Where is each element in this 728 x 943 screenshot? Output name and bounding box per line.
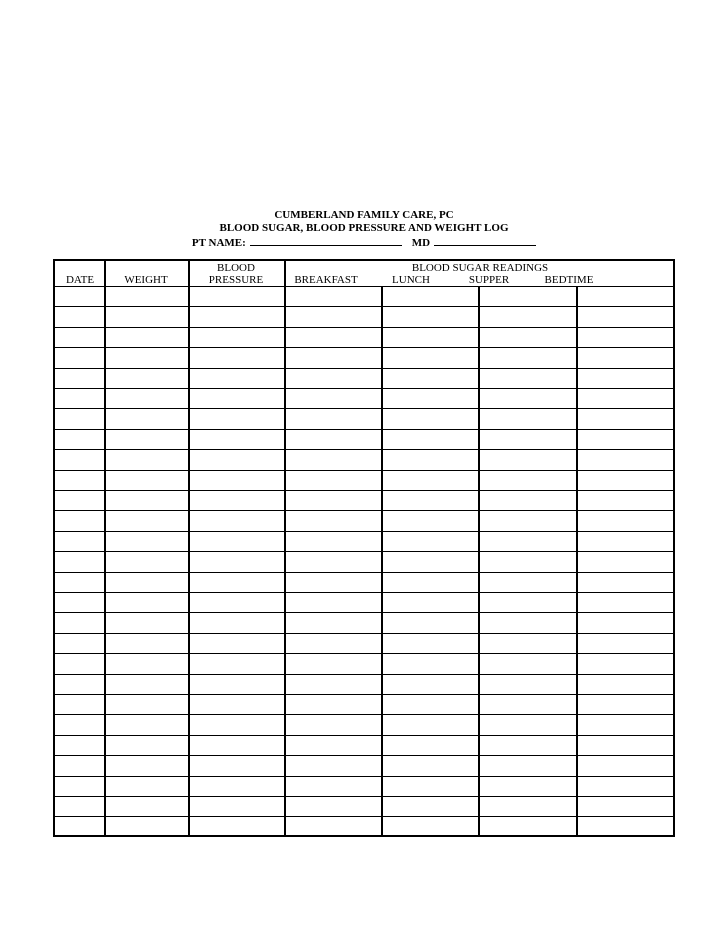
table-cell[interactable] xyxy=(106,675,187,693)
table-cell[interactable] xyxy=(286,593,380,611)
table-cell[interactable] xyxy=(578,613,672,631)
table-cell[interactable] xyxy=(57,307,103,325)
table-cell[interactable] xyxy=(480,491,575,509)
table-cell[interactable] xyxy=(383,675,477,693)
table-cell[interactable] xyxy=(578,552,672,570)
table-cell[interactable] xyxy=(578,307,672,325)
table-cell[interactable] xyxy=(106,797,187,815)
clinic-name: CUMBERLAND FAMILY CARE, PC xyxy=(274,209,454,221)
table-cell[interactable] xyxy=(578,777,672,795)
table-cell[interactable] xyxy=(286,287,380,305)
column-header-bp-line1: BLOOD xyxy=(217,262,255,274)
table-cell[interactable] xyxy=(286,307,380,325)
table-cell[interactable] xyxy=(190,409,283,427)
table-cell[interactable] xyxy=(190,634,283,652)
table-cell[interactable] xyxy=(480,409,575,427)
table-cell[interactable] xyxy=(286,736,380,754)
table-cell[interactable] xyxy=(383,797,477,815)
table-cell[interactable] xyxy=(480,348,575,366)
table-cell[interactable] xyxy=(383,389,477,407)
patient-name-field[interactable] xyxy=(250,235,402,246)
table-cell[interactable] xyxy=(480,593,575,611)
table-cell[interactable] xyxy=(190,328,283,346)
table-cell[interactable] xyxy=(57,736,103,754)
table-cell[interactable] xyxy=(480,797,575,815)
table-cell[interactable] xyxy=(578,654,672,672)
table-cell[interactable] xyxy=(480,328,575,346)
table-cell[interactable] xyxy=(480,287,575,305)
table-cell[interactable] xyxy=(578,593,672,611)
table-cell[interactable] xyxy=(383,634,477,652)
table-cell[interactable] xyxy=(106,348,187,366)
table-cell[interactable] xyxy=(190,736,283,754)
table-cell[interactable] xyxy=(106,777,187,795)
table-cell[interactable] xyxy=(480,634,575,652)
table-cell[interactable] xyxy=(190,532,283,550)
table-cell[interactable] xyxy=(190,756,283,774)
table-cell[interactable] xyxy=(190,715,283,733)
table-cell[interactable] xyxy=(190,491,283,509)
table-cell[interactable] xyxy=(383,450,477,468)
table-cell[interactable] xyxy=(190,654,283,672)
table-cell[interactable] xyxy=(286,471,380,489)
table-cell[interactable] xyxy=(57,430,103,448)
table-cell[interactable] xyxy=(286,817,380,835)
table-cell[interactable] xyxy=(480,736,575,754)
table-cell[interactable] xyxy=(383,491,477,509)
table-cell[interactable] xyxy=(480,552,575,570)
table-cell[interactable] xyxy=(383,552,477,570)
table-cell[interactable] xyxy=(578,348,672,366)
table-cell[interactable] xyxy=(578,695,672,713)
table-cell[interactable] xyxy=(106,817,187,835)
table-cell[interactable] xyxy=(286,409,380,427)
table-cell[interactable] xyxy=(106,328,187,346)
table-cell[interactable] xyxy=(286,797,380,815)
table-cell[interactable] xyxy=(286,511,380,529)
table-cell[interactable] xyxy=(57,715,103,733)
table-cell[interactable] xyxy=(286,369,380,387)
table-cell[interactable] xyxy=(190,511,283,529)
table-cell[interactable] xyxy=(57,573,103,591)
table-cell[interactable] xyxy=(286,552,380,570)
table-cell[interactable] xyxy=(383,409,477,427)
patient-md-line xyxy=(0,235,728,250)
table-cell[interactable] xyxy=(286,675,380,693)
table-cell[interactable] xyxy=(106,409,187,427)
table-cell[interactable] xyxy=(190,797,283,815)
column-header-date: DATE xyxy=(65,274,95,286)
table-cell[interactable] xyxy=(106,736,187,754)
column-header-bp-line2: PRESSURE xyxy=(208,274,264,286)
table-cell[interactable] xyxy=(57,532,103,550)
table-cell[interactable] xyxy=(106,573,187,591)
table-cell[interactable] xyxy=(383,756,477,774)
table-cell[interactable] xyxy=(286,613,380,631)
column-header-bedtime: BEDTIME xyxy=(544,274,594,286)
table-cell[interactable] xyxy=(286,430,380,448)
table-cell[interactable] xyxy=(286,777,380,795)
table-cell[interactable] xyxy=(480,369,575,387)
table-cell[interactable] xyxy=(286,715,380,733)
table-cell[interactable] xyxy=(106,695,187,713)
table-cell[interactable] xyxy=(383,369,477,387)
form-title: BLOOD SUGAR, BLOOD PRESSURE AND WEIGHT LOG xyxy=(219,222,509,234)
table-cell[interactable] xyxy=(480,817,575,835)
table-cell[interactable] xyxy=(106,593,187,611)
table-cell[interactable] xyxy=(57,552,103,570)
table-cell[interactable] xyxy=(106,491,187,509)
table-cell[interactable] xyxy=(106,307,187,325)
table-cell[interactable] xyxy=(57,471,103,489)
table-cell[interactable] xyxy=(106,471,187,489)
table-cell[interactable] xyxy=(480,511,575,529)
table-cell[interactable] xyxy=(190,307,283,325)
table-cell[interactable] xyxy=(578,328,672,346)
table-cell[interactable] xyxy=(190,675,283,693)
table-cell[interactable] xyxy=(480,777,575,795)
table-cell[interactable] xyxy=(106,613,187,631)
table-cell[interactable] xyxy=(480,613,575,631)
table-cell[interactable] xyxy=(190,430,283,448)
table-cell[interactable] xyxy=(578,491,672,509)
table-cell[interactable] xyxy=(57,695,103,713)
table-cell[interactable] xyxy=(480,532,575,550)
table-cell[interactable] xyxy=(190,817,283,835)
table-cell[interactable] xyxy=(383,736,477,754)
table-cell[interactable] xyxy=(57,491,103,509)
table-cell[interactable] xyxy=(578,797,672,815)
table-cell[interactable] xyxy=(383,348,477,366)
table-cell[interactable] xyxy=(578,532,672,550)
table-cell[interactable] xyxy=(286,532,380,550)
table-cell[interactable] xyxy=(57,593,103,611)
table-cell[interactable] xyxy=(383,613,477,631)
column-header-blood-sugar-group: BLOOD SUGAR READINGS xyxy=(411,262,549,274)
table-cell[interactable] xyxy=(578,573,672,591)
table-cell[interactable] xyxy=(106,287,187,305)
table-cell[interactable] xyxy=(106,715,187,733)
table-cell[interactable] xyxy=(480,756,575,774)
table-cell[interactable] xyxy=(57,613,103,631)
table-cell[interactable] xyxy=(286,389,380,407)
table-cell[interactable] xyxy=(578,389,672,407)
table-cell[interactable] xyxy=(190,777,283,795)
column-header-weight: WEIGHT xyxy=(124,274,168,286)
table-cell[interactable] xyxy=(106,552,187,570)
table-cell[interactable] xyxy=(57,450,103,468)
table-cell[interactable] xyxy=(106,430,187,448)
table-cell[interactable] xyxy=(190,450,283,468)
table-cell[interactable] xyxy=(57,348,103,366)
table-cell[interactable] xyxy=(106,532,187,550)
table-cell[interactable] xyxy=(190,613,283,631)
table-cell[interactable] xyxy=(578,634,672,652)
table-cell[interactable] xyxy=(57,675,103,693)
table-cell[interactable] xyxy=(106,756,187,774)
column-header-breakfast: BREAKFAST xyxy=(294,274,358,286)
table-cell[interactable] xyxy=(57,369,103,387)
table-cell[interactable] xyxy=(286,450,380,468)
table-cell[interactable] xyxy=(383,777,477,795)
table-cell[interactable] xyxy=(480,307,575,325)
table-cell[interactable] xyxy=(480,715,575,733)
table-cell[interactable] xyxy=(106,654,187,672)
table-cell[interactable] xyxy=(383,573,477,591)
table-cell[interactable] xyxy=(57,287,103,305)
table-cell[interactable] xyxy=(578,471,672,489)
md-field[interactable] xyxy=(434,235,536,246)
table-cell[interactable] xyxy=(190,695,283,713)
table-cell[interactable] xyxy=(106,369,187,387)
table-cell[interactable] xyxy=(286,328,380,346)
table-cell[interactable] xyxy=(106,450,187,468)
table-cell[interactable] xyxy=(57,389,103,407)
table-cell[interactable] xyxy=(57,511,103,529)
table-cell[interactable] xyxy=(57,654,103,672)
form-header xyxy=(0,209,728,250)
table-cell[interactable] xyxy=(190,287,283,305)
table-cell[interactable] xyxy=(480,654,575,672)
table-cell[interactable] xyxy=(190,369,283,387)
table-cell[interactable] xyxy=(190,552,283,570)
table-cell[interactable] xyxy=(57,817,103,835)
table-cell[interactable] xyxy=(578,756,672,774)
table-cell[interactable] xyxy=(578,450,672,468)
column-header-lunch: LUNCH xyxy=(392,274,430,286)
table-cell[interactable] xyxy=(286,348,380,366)
table-cell[interactable] xyxy=(480,471,575,489)
table-cell[interactable] xyxy=(578,430,672,448)
table-cell[interactable] xyxy=(480,695,575,713)
table-cell[interactable] xyxy=(106,389,187,407)
table-cell[interactable] xyxy=(106,511,187,529)
log-table xyxy=(53,259,675,837)
column-header-supper: SUPPER xyxy=(468,274,510,286)
table-cell[interactable] xyxy=(383,287,477,305)
table-cell[interactable] xyxy=(578,736,672,754)
table-cell[interactable] xyxy=(57,409,103,427)
table-cell[interactable] xyxy=(480,450,575,468)
md-label: MD xyxy=(411,237,431,249)
table-cell[interactable] xyxy=(383,654,477,672)
table-cell[interactable] xyxy=(578,369,672,387)
table-cell[interactable] xyxy=(383,695,477,713)
table-cell[interactable] xyxy=(383,817,477,835)
table-cell[interactable] xyxy=(190,348,283,366)
table-cell[interactable] xyxy=(106,634,187,652)
table-cell[interactable] xyxy=(286,573,380,591)
table-cell[interactable] xyxy=(57,756,103,774)
table-cell[interactable] xyxy=(578,675,672,693)
table-cell[interactable] xyxy=(480,430,575,448)
table-cell[interactable] xyxy=(383,715,477,733)
table-cell[interactable] xyxy=(57,634,103,652)
table-cell[interactable] xyxy=(480,389,575,407)
table-cell[interactable] xyxy=(578,715,672,733)
table-cell[interactable] xyxy=(383,593,477,611)
table-cell[interactable] xyxy=(383,511,477,529)
patient-name-label: PT NAME: xyxy=(191,237,246,249)
table-cell[interactable] xyxy=(383,532,477,550)
table-cell[interactable] xyxy=(286,491,380,509)
table-cell[interactable] xyxy=(190,471,283,489)
table-cell[interactable] xyxy=(190,593,283,611)
table-cell[interactable] xyxy=(286,756,380,774)
table-cell[interactable] xyxy=(190,573,283,591)
table-cell[interactable] xyxy=(286,634,380,652)
table-cell[interactable] xyxy=(57,777,103,795)
table-cell[interactable] xyxy=(578,287,672,305)
table-cell[interactable] xyxy=(383,471,477,489)
table-cell[interactable] xyxy=(286,695,380,713)
table-cell[interactable] xyxy=(578,409,672,427)
table-cell[interactable] xyxy=(383,328,477,346)
table-cell[interactable] xyxy=(190,389,283,407)
table-cell[interactable] xyxy=(383,430,477,448)
table-cell[interactable] xyxy=(480,573,575,591)
table-cell[interactable] xyxy=(383,307,477,325)
table-cell[interactable] xyxy=(578,511,672,529)
table-cell[interactable] xyxy=(286,654,380,672)
table-cell[interactable] xyxy=(57,797,103,815)
table-cell[interactable] xyxy=(57,328,103,346)
table-cell[interactable] xyxy=(480,675,575,693)
table-cell[interactable] xyxy=(578,817,672,835)
